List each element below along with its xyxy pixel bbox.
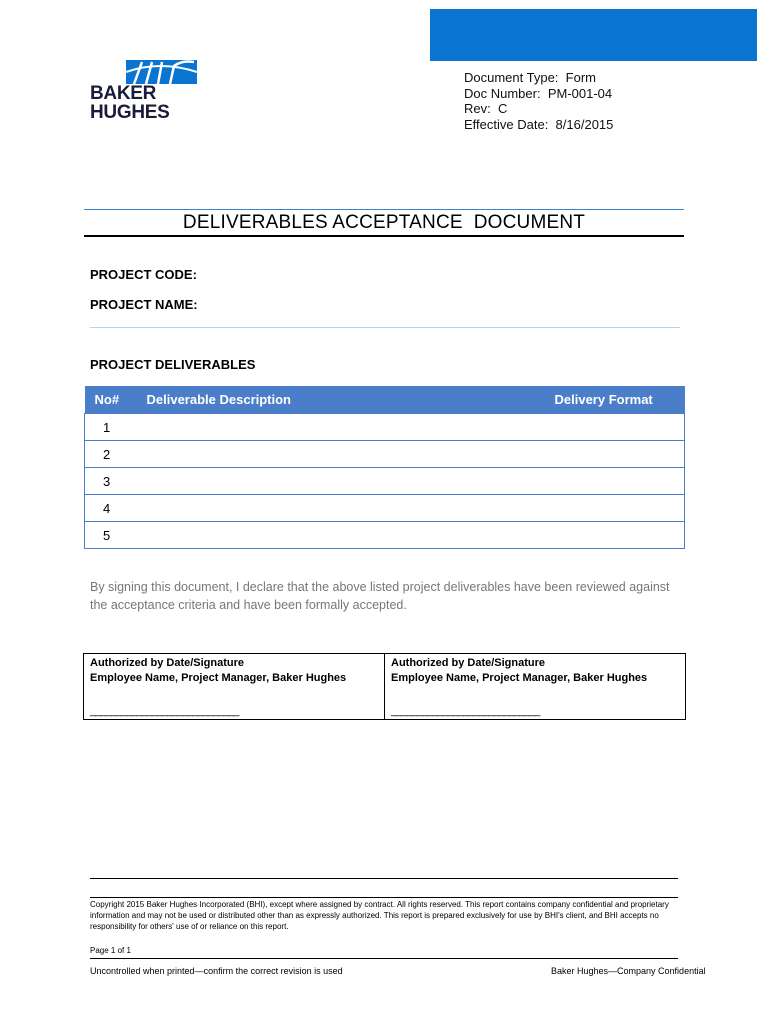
doc-number-label: Doc Number: xyxy=(464,85,541,101)
description-cell[interactable] xyxy=(147,468,555,495)
header-description: Deliverable Description xyxy=(147,386,555,414)
logo-wordmark: BAKER HUGHES xyxy=(90,83,170,123)
row-number: 5 xyxy=(85,522,147,549)
format-cell[interactable] xyxy=(555,468,685,495)
document-meta xyxy=(464,70,613,132)
footer-rule xyxy=(90,878,678,879)
signature-line1: Authorized by Date/Signature xyxy=(391,657,546,669)
project-code-label: PROJECT CODE: xyxy=(90,267,197,282)
table-row xyxy=(85,468,685,495)
signature-line1: Authorized by Date/Signature xyxy=(90,657,245,669)
footer-rule xyxy=(90,897,678,898)
row-number: 3 xyxy=(85,468,147,495)
header-no: No# xyxy=(85,386,147,414)
description-cell[interactable] xyxy=(147,522,555,549)
title-top-rule xyxy=(84,209,684,210)
signature-line2: Employee Name, Project Manager, Baker Hughes xyxy=(391,672,648,684)
row-number: 2 xyxy=(85,441,147,468)
page-title: DELIVERABLES ACCEPTANCE DOCUMENT xyxy=(182,212,586,233)
doc-number-value: PM-001-04 xyxy=(547,85,613,101)
effective-date-label: Effective Date: xyxy=(464,116,549,132)
header-accent-block xyxy=(430,9,757,61)
format-cell[interactable] xyxy=(555,414,685,441)
table-row xyxy=(85,522,685,549)
rev-label: Rev: xyxy=(464,101,491,116)
header-format: Delivery Format xyxy=(555,386,685,414)
format-cell[interactable] xyxy=(555,522,685,549)
effective-date-value: 8/16/2015 xyxy=(555,116,614,132)
title-bottom-rule xyxy=(84,235,684,237)
copyright-notice: Copyright 2015 Baker Hughes Incorporated (BHI), except where assigned by contract. All rights reserved. This report contains company confidential and proprietary information and may not be used or distributed other than as expressly authorized. This report is prepared exclusively for use by BHI's client, and BHI accepts no responsibility for others' use of or reliance on this report. xyxy=(90,900,669,931)
doc-type-value: Form xyxy=(565,70,596,85)
table-row xyxy=(85,441,685,468)
signature-field[interactable]: _____________________________ xyxy=(391,705,540,717)
signature-field[interactable]: _____________________________ xyxy=(90,705,239,717)
format-cell[interactable] xyxy=(555,441,685,468)
rev-value: C xyxy=(497,101,508,116)
description-cell[interactable] xyxy=(147,495,555,522)
footer-rule xyxy=(90,958,678,959)
description-cell[interactable] xyxy=(147,441,555,468)
description-cell[interactable] xyxy=(147,414,555,441)
doc-type-label: Document Type: xyxy=(464,70,559,85)
signature-line2: Employee Name, Project Manager, Baker Hughes xyxy=(90,672,347,684)
declaration-text: By signing this document, I declare that the above listed project deliverables have been reviewed against the acceptance criteria and have been formally accepted. xyxy=(90,580,670,612)
format-cell[interactable] xyxy=(555,495,685,522)
table-header-row xyxy=(85,386,685,414)
uncontrolled-notice: Uncontrolled when printed—confirm the correct revision is used xyxy=(90,966,343,976)
project-name-label: PROJECT NAME: xyxy=(90,297,198,312)
row-number: 1 xyxy=(85,414,147,441)
deliverables-heading: PROJECT DELIVERABLES xyxy=(90,357,256,372)
signature-table xyxy=(83,653,686,720)
confidential-notice: Baker Hughes—Company Confidential xyxy=(551,966,706,976)
table-row xyxy=(85,414,685,441)
row-number: 4 xyxy=(85,495,147,522)
deliverables-table xyxy=(84,386,685,549)
section-divider xyxy=(90,327,680,328)
signature-block-left[interactable] xyxy=(84,654,385,720)
signature-block-right[interactable] xyxy=(385,654,686,720)
table-row xyxy=(85,495,685,522)
page-number: Page 1 of 1 xyxy=(90,946,131,955)
